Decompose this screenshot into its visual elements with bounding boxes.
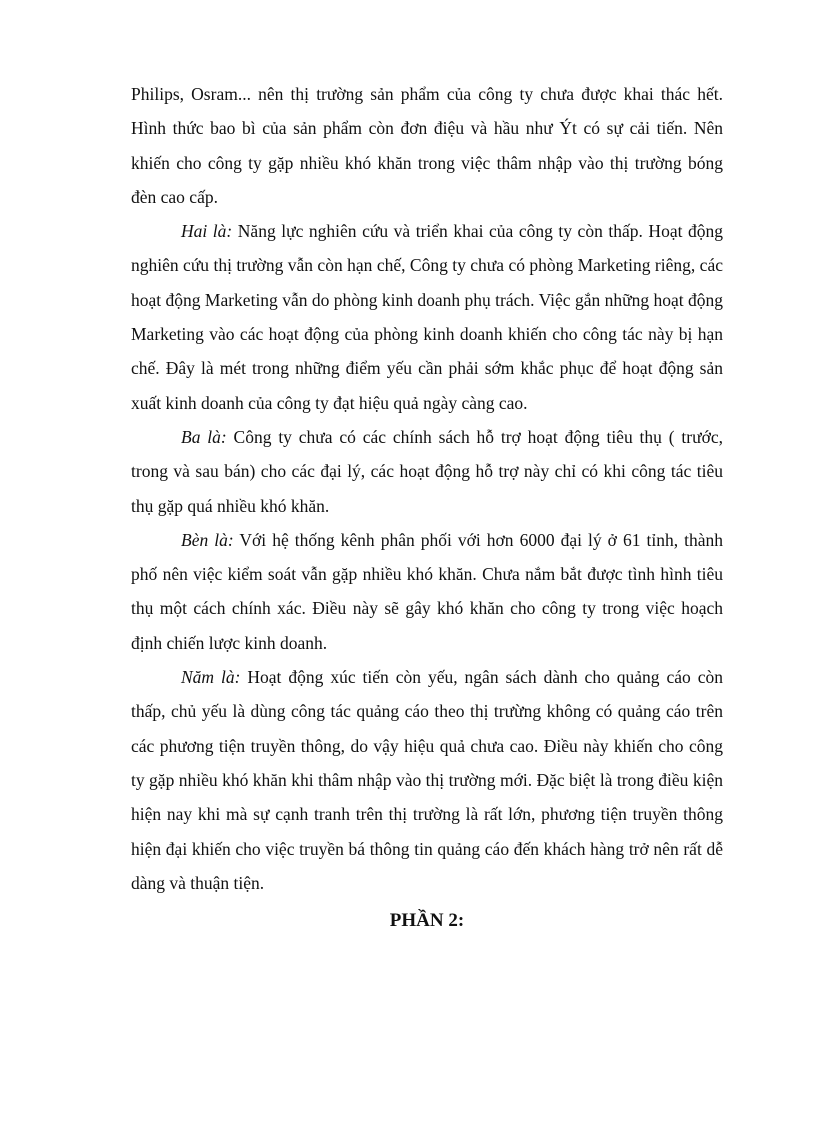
section-heading: PHẦN 2: (389, 910, 465, 932)
paragraph-lead: Ba là: (181, 426, 227, 447)
paragraph-ben-la (131, 523, 723, 660)
paragraph-text: Năng lực nghiên cứu và triển khai của công ty còn thấp. Hoạt động nghiên cứu thị trường vẫn còn hạn chế, Công ty chưa có phòng Marketing riêng, các hoạt động Marketing vẫn do phòng kinh doanh phụ trách. Việc gắn những hoạt động Marketing vào các hoạt động của phòng kinh doanh khiến cho công tác này bị hạn chế. Đây là mét trong những điểm yếu cần phải sớm khắc phục để hoạt động sản xuất kinh doanh của công ty đạt hiệu quả ngày càng cao. (131, 221, 723, 413)
paragraph-continuation (131, 77, 723, 214)
paragraph-text: Công ty chưa có các chính sách hỗ trợ hoạt động tiêu thụ ( trước, trong và sau bán) cho các đại lý, các hoạt động hỗ trợ này chỉ có khi công tác tiêu thụ gặp quá nhiều khó khăn. (131, 426, 723, 516)
paragraph-lead: Năm là: (181, 667, 241, 688)
document-page (131, 77, 723, 938)
paragraph-hai-la (131, 214, 723, 420)
paragraph-text: Với hệ thống kênh phân phối với hơn 6000 đại lý ở 61 tỉnh, thành phố nên việc kiểm soát vẫn gặp nhiều khó khăn. Chưa nắm bắt được tình hình tiêu thụ một cách chính xác. Điều này sẽ gây khó khăn cho công ty trong việc hoạch định chiến lược kinh doanh. (131, 529, 723, 653)
paragraph-text: Philips, Osram... nên thị trường sản phẩm của công ty chưa được khai thác hết. Hình thức bao bì của sản phẩm còn đơn điệu và hầu như Ýt có sự cải tiến. Nên khiến cho công ty gặp nhiều khó khăn trong việc thâm nhập vào thị trường bóng đèn cao cấp. (131, 84, 723, 207)
paragraph-text: Hoạt động xúc tiến còn yếu, ngân sách dành cho quảng cáo còn thấp, chủ yếu là dùng công tác quảng cáo theo thị trưừng không có quảng cáo trên các phương tiện truyền thông, do vậy hiệu quả chưa cao. Điều này khiến cho công ty gặp nhiều khó khăn khi thâm nhập vào thị trường mới. Đặc biệt là trong điều kiện hiện nay khi mà sự cạnh tranh trên thị trường là rất lớn, phương tiện truyền thông hiện đại khiến cho việc truyền bá thông tin quảng cáo đến khách hàng trở nên rất dễ dàng và thuận tiện. (131, 667, 723, 893)
paragraph-ba-la (131, 420, 723, 523)
paragraph-lead: Hai là: (181, 221, 233, 242)
paragraph-nam-la (131, 660, 723, 900)
paragraph-lead: Bèn là: (181, 529, 234, 550)
